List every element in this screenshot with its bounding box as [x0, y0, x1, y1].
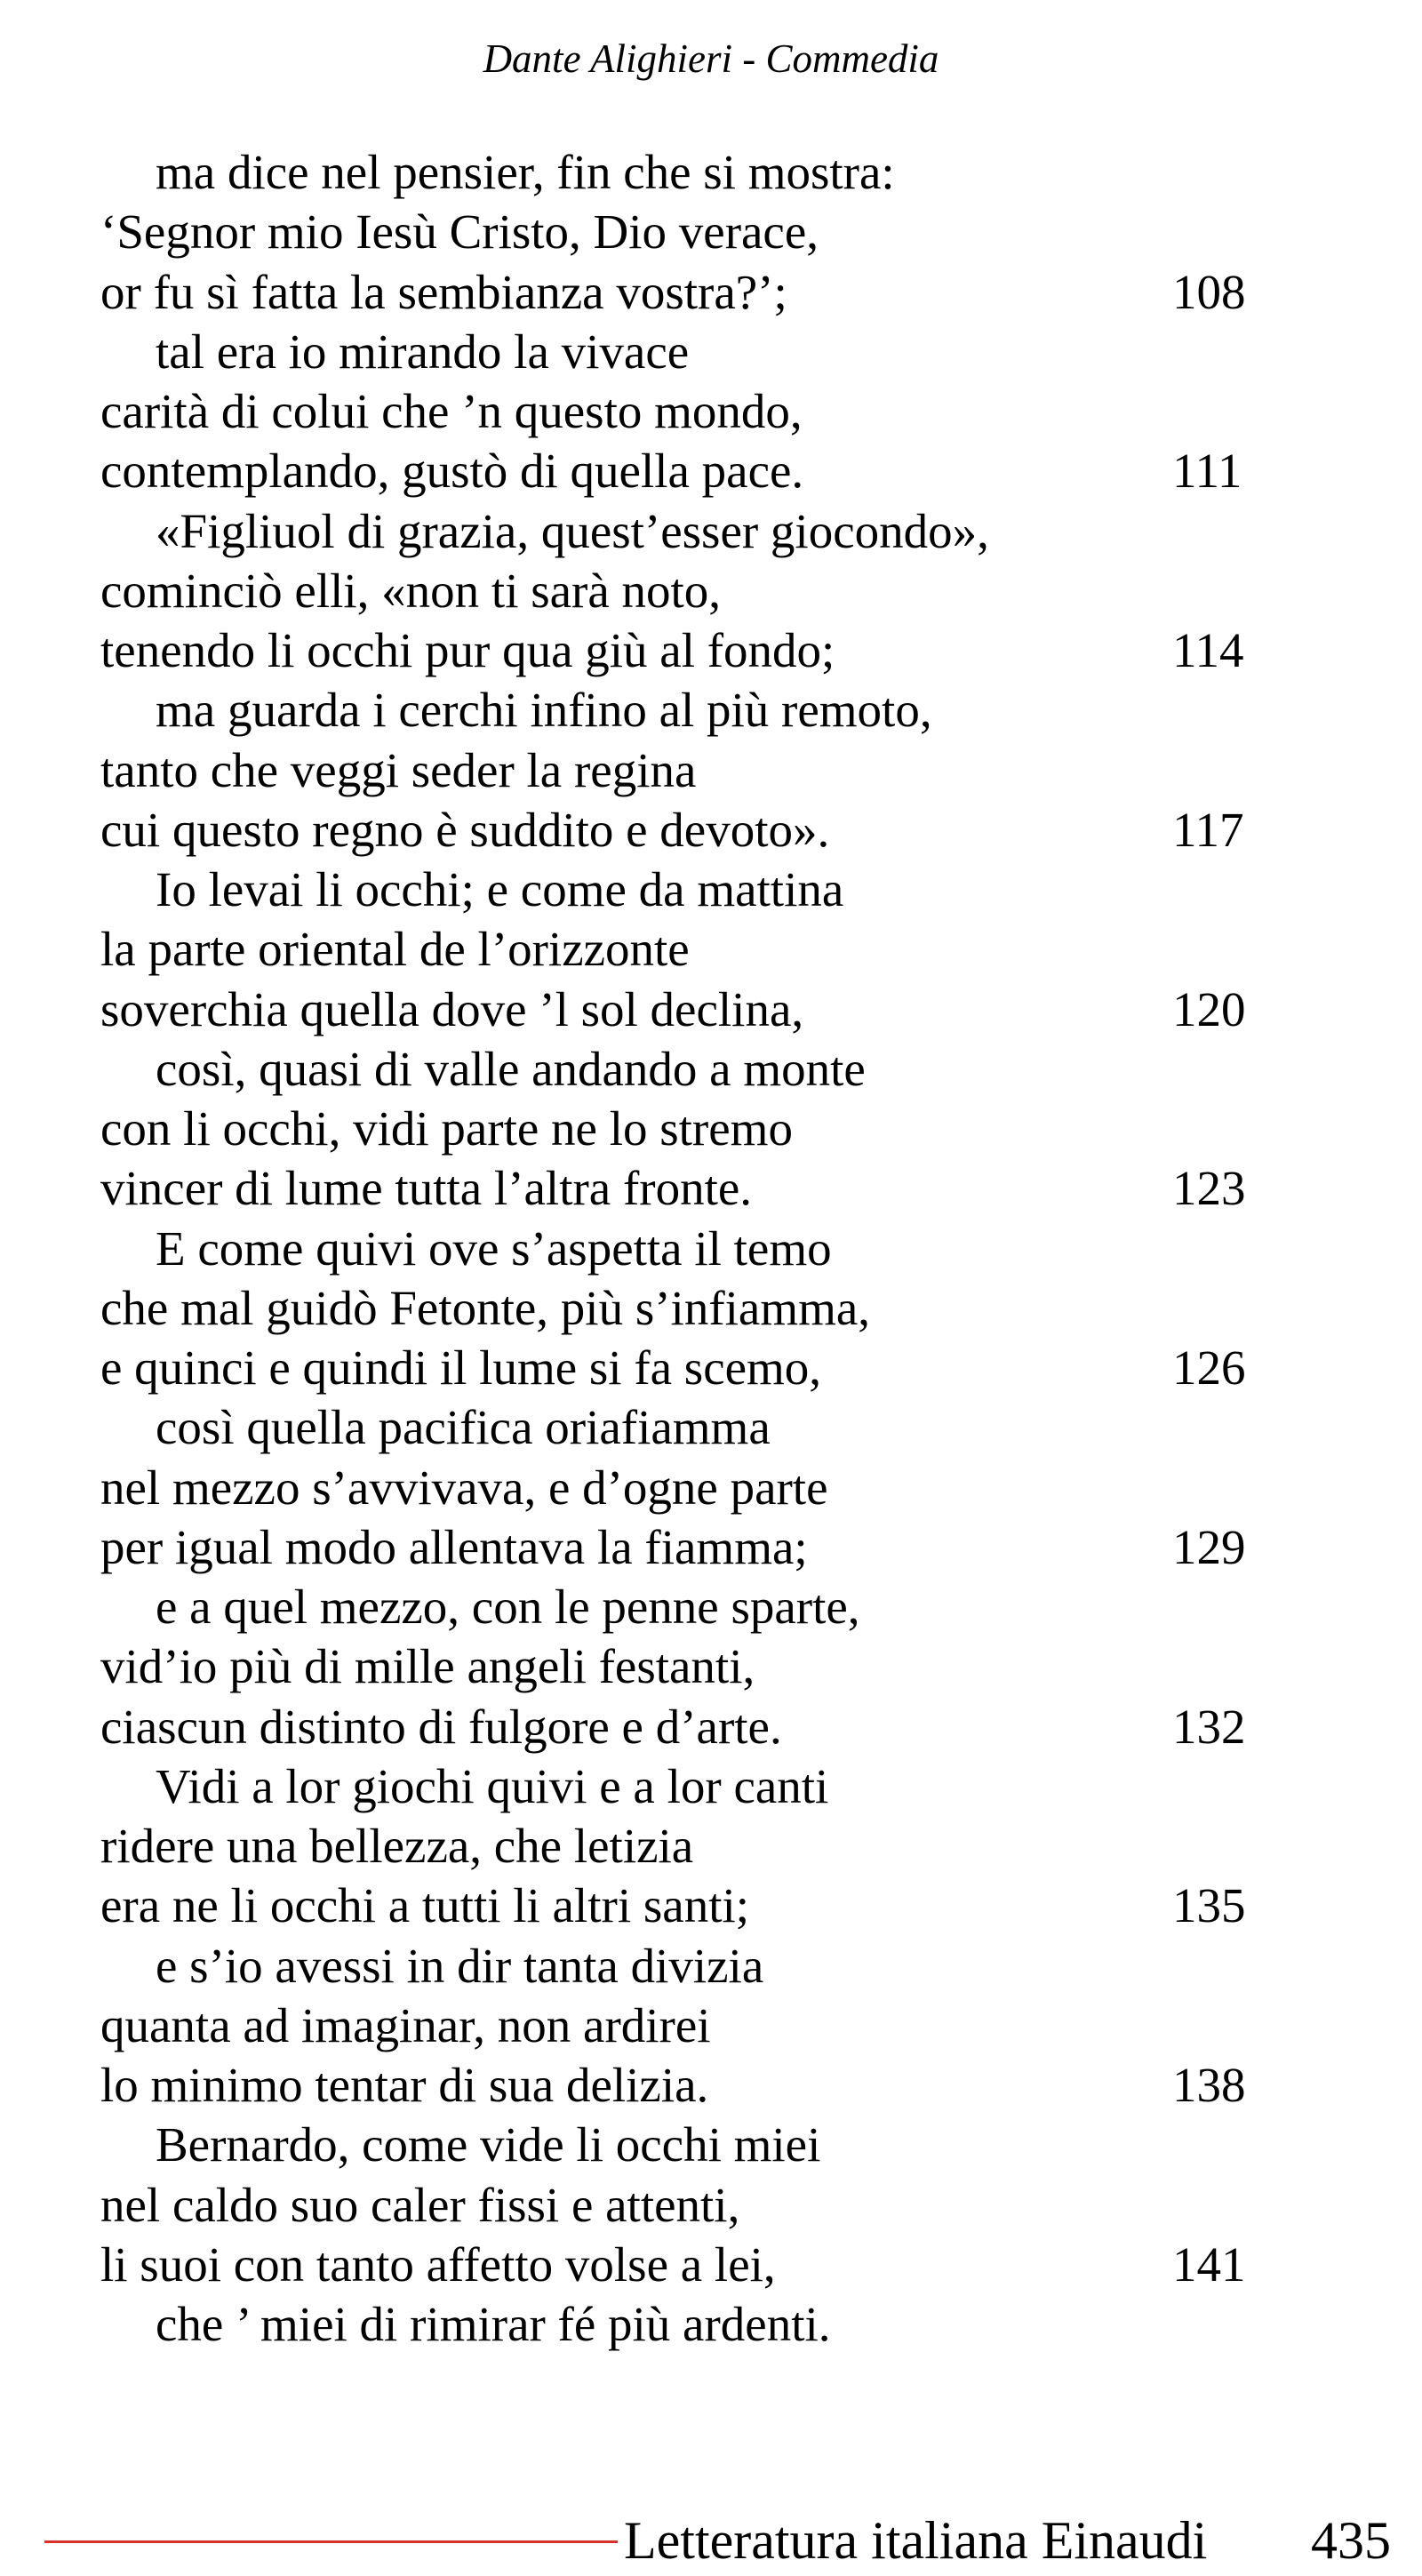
- verse-text: così, quasi di valle andando a monte: [156, 1041, 866, 1096]
- verse-line: [100, 620, 1256, 680]
- verse-text: lo minimo tentar di sua delizia.: [100, 2058, 709, 2112]
- verse-text: la parte oriental de l’orizzonte: [100, 922, 690, 977]
- verse-line: [100, 2175, 1256, 2235]
- verse-line: [100, 202, 1256, 261]
- verse-line: [100, 2115, 1256, 2174]
- verse-line: [100, 1936, 1256, 1996]
- verse-line: [100, 262, 1256, 322]
- verse-text: Io levai li occhi; e come da mattina: [156, 862, 844, 916]
- verse-text: nel mezzo s’avvivava, e d’ogne parte: [100, 1460, 828, 1515]
- verse-text: tenendo li occhi pur qua giù al fondo;: [100, 623, 835, 677]
- verse-line: [100, 860, 1256, 919]
- footer-rule: [44, 2540, 618, 2543]
- verse-line: [100, 919, 1256, 979]
- running-header: [0, 32, 1422, 85]
- verse-line: [100, 501, 1256, 561]
- verse-text: Vidi a lor giochi quivi e a lor canti: [156, 1758, 829, 1813]
- verse-line: [100, 441, 1256, 500]
- verse-text: ridere una bellezza, che letizia: [100, 1819, 694, 1873]
- poem-text: [100, 142, 1256, 2354]
- verse-number: 138: [1172, 2058, 1246, 2112]
- verse-number: 108: [1172, 264, 1246, 319]
- footer-publisher: Letteratura italiana Einaudi: [624, 2511, 1208, 2570]
- verse-number: 120: [1172, 981, 1246, 1036]
- verse-text: or fu sì fatta la sembianza vostra?’;: [100, 264, 787, 319]
- verse-line: [100, 1756, 1256, 1816]
- verse-text: carità di colui che ’n questo mondo,: [100, 384, 803, 438]
- verse-text: e quinci e quindi il lume si fa scemo,: [100, 1340, 822, 1395]
- verse-line: [100, 1996, 1256, 2055]
- verse-text: nel caldo suo caler fissi e attenti,: [100, 2177, 740, 2232]
- verse-text: li suoi con tanto affetto volse a lei,: [100, 2236, 776, 2292]
- running-title: Dante Alighieri - Commedia: [483, 36, 939, 81]
- verse-line: [100, 1517, 1256, 1577]
- verse-line: [100, 1338, 1256, 1397]
- page-footer: [0, 2505, 1422, 2576]
- verse-line: [100, 740, 1256, 800]
- verse-text: che mal guidò Fetonte, più s’infiamma,: [100, 1280, 871, 1335]
- verse-text: e s’io avessi in dir tanta divizia: [156, 1938, 764, 1993]
- verse-line: [100, 800, 1256, 860]
- verse-number: 114: [1172, 623, 1244, 677]
- verse-line: [100, 2294, 1256, 2354]
- verse-line: [100, 680, 1256, 740]
- verse-line: [100, 1219, 1256, 1278]
- verse-line: [100, 2055, 1256, 2115]
- verse-number: 141: [1172, 2236, 1246, 2292]
- verse-line: [100, 1816, 1256, 1876]
- verse-text: vincer di lume tutta l’altra fronte.: [100, 1161, 753, 1216]
- verse-text: così quella pacifica oriafiamma: [156, 1400, 771, 1455]
- verse-text: tanto che veggi seder la regina: [100, 742, 697, 797]
- verse-text: quanta ad imaginar, non ardirei: [100, 1997, 711, 2052]
- verse-number: 135: [1172, 1878, 1246, 1933]
- verse-line: [100, 142, 1256, 202]
- verse-line: [100, 1697, 1256, 1756]
- verse-number: 126: [1172, 1340, 1246, 1395]
- verse-number: 111: [1172, 444, 1242, 499]
- verse-number: 117: [1172, 802, 1244, 857]
- verse-text: cominciò elli, «non ti sarà noto,: [100, 563, 722, 618]
- verse-line: [100, 980, 1256, 1039]
- verse-line: [100, 1039, 1256, 1099]
- verse-text: tal era io mirando la vivace: [156, 324, 690, 379]
- verse-text: cui questo regno è suddito e devoto».: [100, 802, 830, 857]
- verse-line: [100, 1397, 1256, 1457]
- verse-line: [100, 1876, 1256, 1935]
- verse-line: [100, 381, 1256, 441]
- verse-line: [100, 561, 1256, 620]
- verse-text: ma guarda i cerchi infino al più remoto,: [156, 683, 932, 738]
- verse-text: E come quivi ove s’aspetta il temo: [156, 1220, 832, 1276]
- verse-line: [100, 1577, 1256, 1636]
- verse-text: era ne li occhi a tutti li altri santi;: [100, 1878, 750, 1933]
- verse-text: ‘Segnor mio Iesù Cristo, Dio verace,: [100, 204, 819, 260]
- verse-line: [100, 1278, 1256, 1338]
- verse-text: Bernardo, come vide li occhi miei: [156, 2117, 821, 2172]
- verse-line: [100, 1158, 1256, 1218]
- verse-number: 132: [1172, 1699, 1246, 1754]
- verse-line: [100, 1099, 1256, 1158]
- verse-text: che ’ miei di rimirar fé più ardenti.: [156, 2297, 831, 2351]
- verse-line: [100, 322, 1256, 381]
- verse-text: per igual modo allentava la fiamma;: [100, 1519, 808, 1574]
- verse-text: contemplando, gustò di quella pace.: [100, 444, 804, 499]
- verse-line: [100, 1458, 1256, 1517]
- verse-text: soverchia quella dove ’l sol declina,: [100, 981, 804, 1036]
- verse-text: e a quel mezzo, con le penne sparte,: [156, 1580, 860, 1634]
- verse-number: 129: [1172, 1519, 1246, 1574]
- verse-text: ciascun distinto di fulgore e d’arte.: [100, 1699, 782, 1754]
- verse-number: 123: [1172, 1161, 1246, 1216]
- verse-text: con li occhi, vidi parte ne lo stremo: [100, 1101, 793, 1156]
- verse-text: «Figliuol di grazia, quest’esser giocondo»,: [156, 503, 989, 558]
- verse-line: [100, 1636, 1256, 1696]
- verse-line: [100, 2235, 1256, 2294]
- verse-text: ma dice nel pensier, fin che si mostra:: [156, 145, 895, 199]
- verse-text: vid’io più di mille angeli festanti,: [100, 1639, 755, 1694]
- page-number: 435: [1311, 2511, 1391, 2570]
